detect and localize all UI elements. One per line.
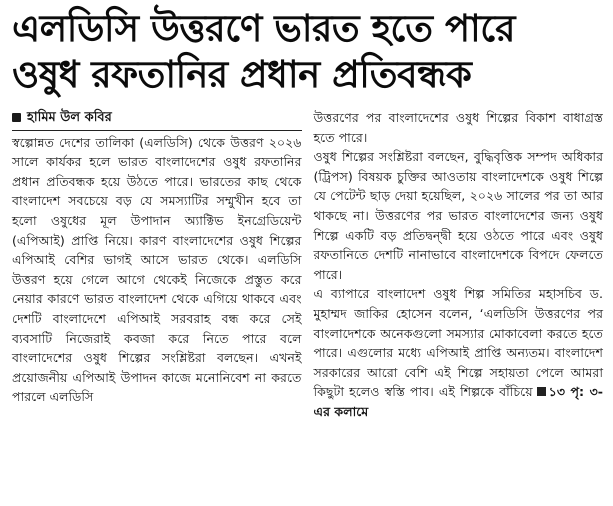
byline-rule (12, 130, 302, 131)
continuation-note[interactable]: ১৩ পৃ: ৩-এর কলামে (313, 384, 603, 419)
column-2 (314, 108, 604, 422)
headline-line-2: ওষুধ রফতানির প্রধান প্রতিবন্ধক (12, 53, 472, 96)
byline-author: হামিম উল কবির (27, 110, 112, 125)
continuation-square-icon (537, 387, 546, 396)
byline-bullet-icon (12, 113, 21, 122)
column-2-paragraph-2: ওষুধ শিল্পের সংশ্লিষ্টরা বলছেন, বুদ্ধিবৃত্তিক সম্পদ অধিকার (ট্রিপস) বিষয়ক চুক্তির আওতায় বাংলাদেশকে ওষুধ শিল্পে যে পেটেন্ট ছাড় দেয়া হয়েছিল, ২০২৬ সালের পর তা আর থাকছে না। উত্তরণের পর ভারত বাংলাদেশের জন্য ওষুধ শিল্পে একটি বড় প্রতিদ্বন্দ্বী হয়ে ওঠতে পারে এবং ওষুধ রফতানিতে দেশটি নানাভাবে বাংলাদেশকে বিপদে ফেলতে পারে। (313, 149, 603, 282)
column-2-paragraph-1: উত্তরণের পর বাংলাদেশের ওষুধ শিল্পের বিকাশ বাধাগ্রস্ত হতে পারে। (313, 110, 603, 145)
column-2-paragraph-3 (314, 284, 604, 421)
column-1 (12, 108, 302, 422)
column-1-paragraph-1: স্বল্পোন্নত দেশের তালিকা (এলডিসি) থেকে উত্তরণ ২০২৬ সালে কার্যকর হলে ভারত বাংলাদেশের ওষুধ রফতানির প্রধান প্রতিবন্ধক হয়ে উঠতে পারে। ভারতের কাছ থেকে বাংলাদেশ সবচেয়ে বড় যে সমস্যাটির সম্মুখীন হবে তা হলো ওষুধের মূল উপাদান অ্যাক্টিভ ইনগ্রেডিয়েন্ট (এপিআই) প্রাপ্তি নিয়ে। কারণ বাংলাদেশের ওষুধ শিল্পের এপিআই বেশির ভাগই আসে ভারত থেকে। এলডিসি উত্তরণ হয়ে গেলে আগে থেকেই নিজেকে প্রস্তুত করে নেয়ার কারণে ভারত বাংলাদেশ থেকে এগিয়ে থাকবে এবং দেশটি বাংলাদেশে এপিআই সরবরাহ বন্ধ করে সেই ব্যবসাটি নিজেরাই কবজা করে নিতে পারে বলে বাংলাদেশের ওষুধ শিল্পের সংশ্লিষ্টরা বলছেন। এখনই প্রয়োজনীয় এপিআই উপাদন কাজে মনোনিবেশ না করতে পারলে এলডিসি (12, 134, 302, 405)
byline (12, 108, 302, 128)
column-2-paragraph-3-text: এ ব্যাপারে বাংলাদেশ ওষুধ শিল্প সমিতির মহাসচিব ড. মুহাম্মদ জাকির হোসেন বলেন, ‘এলডিসি উত্তরণের পর বাংলাদেশকে অনেকগুলো সমস্যার মোকাবেলা করতে হতে পারে। এগুলোর মধ্যে এপিআই প্রাপ্তি অন্যতম। বাংলাদেশ সরকারের আরো বেশি এই শিল্পে সহায়তা পেলে আমরা কিছুটা হলেও স্বস্তি পাব। এই শিল্পকে বাঁচিয়ে (313, 286, 603, 400)
headline-line-1: এলডিসি উত্তরণে ভারত হতে পারে (12, 7, 516, 50)
article-columns (12, 108, 603, 422)
